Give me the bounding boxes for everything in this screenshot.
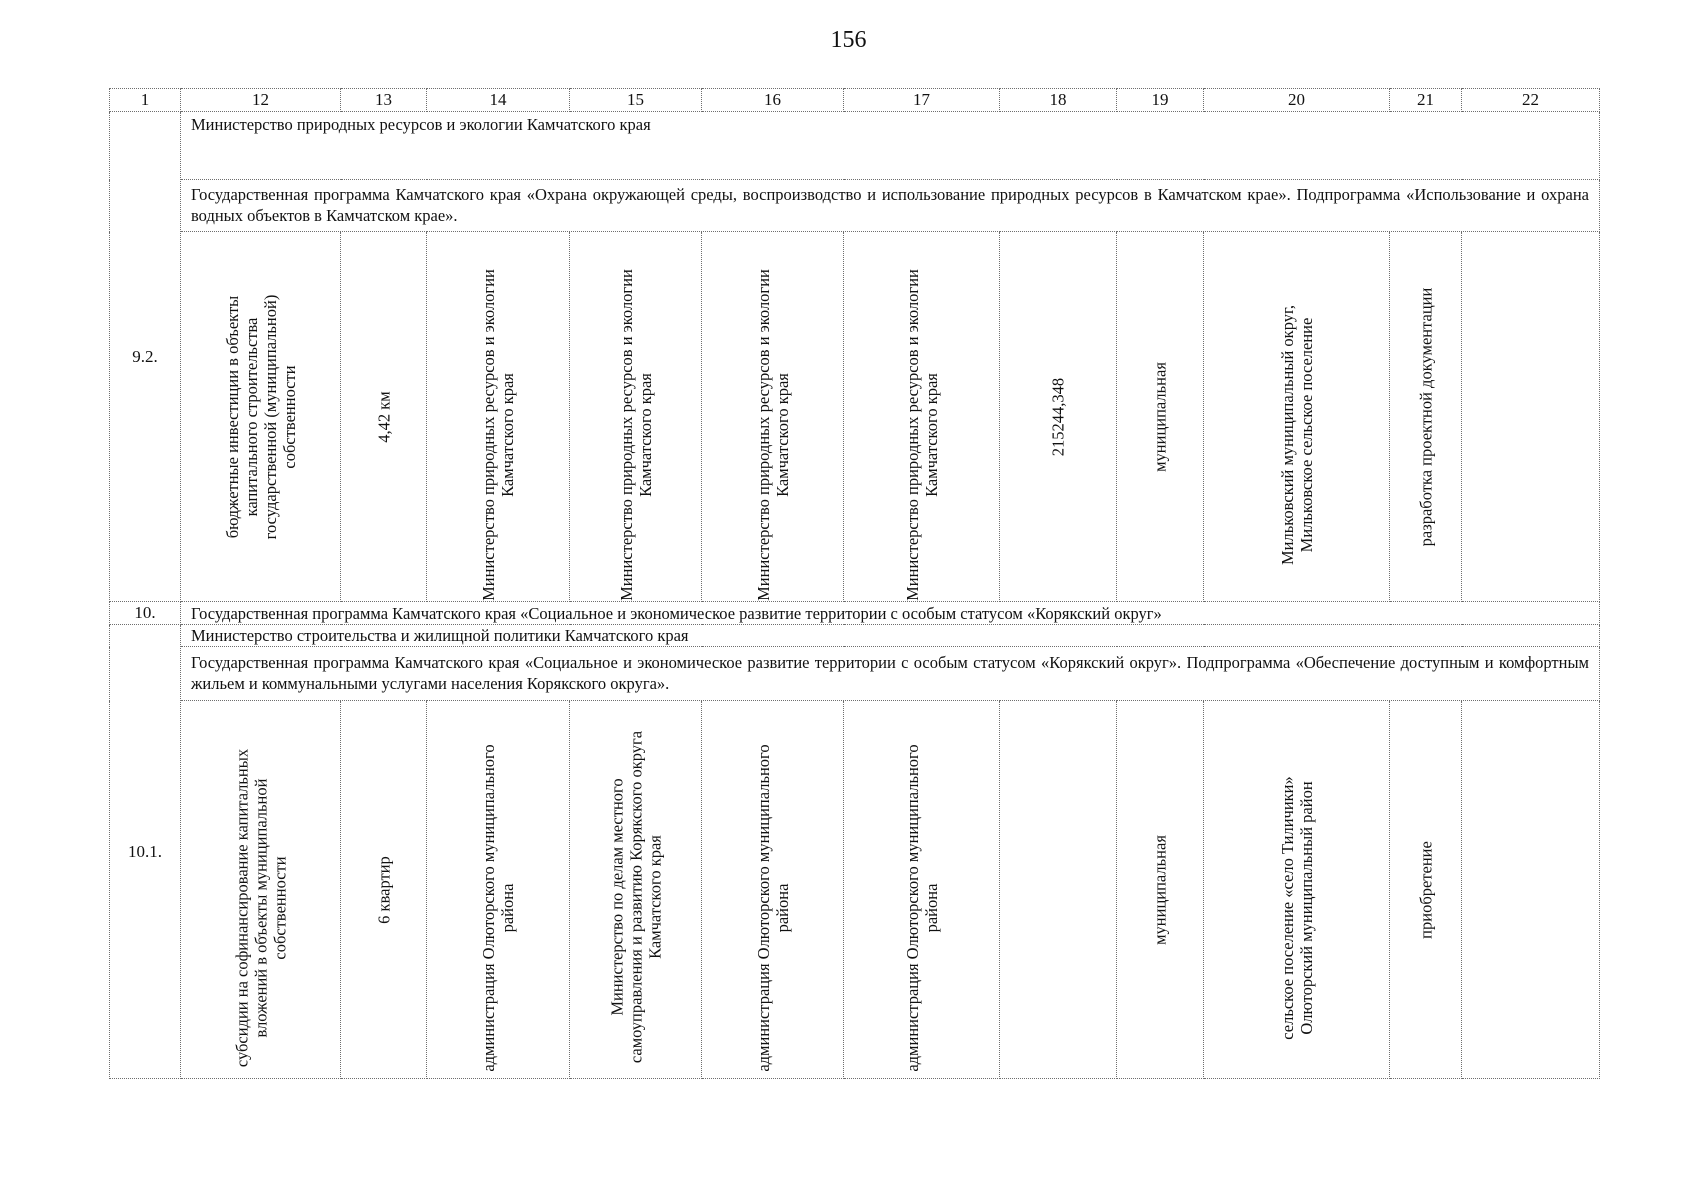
column-header: 1 bbox=[110, 89, 181, 112]
table-cell bbox=[702, 701, 844, 1079]
table-cell bbox=[341, 232, 427, 602]
column-header: 12 bbox=[181, 89, 341, 112]
table-cell bbox=[427, 701, 570, 1079]
cell-text: приобретение bbox=[1416, 840, 1435, 939]
page-number: 156 bbox=[830, 27, 867, 53]
table-cell bbox=[702, 232, 844, 602]
table-cell bbox=[181, 701, 341, 1079]
table-cell bbox=[427, 232, 570, 602]
column-header: 19 bbox=[1117, 89, 1204, 112]
cell-text: муниципальная bbox=[1150, 361, 1170, 472]
row-number: 9.2. bbox=[110, 112, 181, 602]
table-cell bbox=[1462, 701, 1600, 1079]
table-row bbox=[110, 701, 1600, 1079]
table-cell bbox=[1204, 232, 1390, 602]
table-row bbox=[110, 602, 1600, 625]
program-title: Государственная программа Камчатского края «Охрана окружающей среды, воспроизводство и использование природных ресурсов в Камчатском крае». Подпрограмма «Использование и охрана водных объектов в Камчатском крае». bbox=[181, 180, 1600, 232]
column-header: 15 bbox=[570, 89, 702, 112]
cell-text: сельское поселение «село Тиличики» Олюторский муниципальный район bbox=[1277, 776, 1316, 1041]
column-header: 21 bbox=[1390, 89, 1462, 112]
cell-text: бюджетные инвестиции в объекты капитального строительства государственной (муниципальной) собственности bbox=[222, 294, 299, 539]
table-cell bbox=[844, 232, 1000, 602]
column-header: 17 bbox=[844, 89, 1000, 112]
cell-text: Министерство природных ресурсов и экологии Камчатского края bbox=[753, 269, 792, 601]
cell-text: субсидии на софинансирование капитальных вложений в объекты муниципальной собственности bbox=[232, 749, 289, 1068]
column-header: 13 bbox=[341, 89, 427, 112]
program-title: Государственная программа Камчатского края «Социальное и экономическое развитие территории с особым статусом «Корякский округ». Подпрограмма «Обеспечение доступным и комфортным жильем и коммунальными услугами населения Корякского округа». bbox=[181, 647, 1600, 701]
table-cell bbox=[181, 232, 341, 602]
table-row bbox=[110, 647, 1600, 701]
table-cell bbox=[1462, 232, 1600, 602]
table-cell bbox=[1117, 232, 1204, 602]
cell-text: администрация Олюторского муниципального района bbox=[479, 744, 517, 1073]
ministry-title: Министерство строительства и жилищной политики Камчатского края bbox=[181, 625, 1600, 647]
row-number: 10.1. bbox=[110, 625, 181, 1079]
table-row bbox=[110, 180, 1600, 232]
cell-text: 4,42 км bbox=[374, 390, 393, 443]
table-cell bbox=[1204, 701, 1390, 1079]
cell-text: муниципальная bbox=[1150, 834, 1170, 945]
investment-table bbox=[109, 88, 1600, 1079]
table-cell bbox=[341, 701, 427, 1079]
row-number: 10. bbox=[110, 602, 181, 625]
table-row bbox=[110, 112, 1600, 180]
cell-text: администрация Олюторского муниципального района bbox=[902, 744, 941, 1073]
table-cell bbox=[1000, 701, 1117, 1079]
table-cell bbox=[570, 701, 702, 1079]
cell-text: Мильковский муниципальный округ, Мильковское сельское поселение bbox=[1277, 304, 1316, 565]
table-cell bbox=[1117, 701, 1204, 1079]
column-header: 14 bbox=[427, 89, 570, 112]
column-header: 16 bbox=[702, 89, 844, 112]
table-row bbox=[110, 625, 1600, 647]
ministry-title: Министерство природных ресурсов и экологии Камчатского края bbox=[181, 112, 1600, 180]
cell-text: 6 квартир bbox=[374, 855, 393, 924]
column-header: 22 bbox=[1462, 89, 1600, 112]
header-row bbox=[110, 89, 1600, 112]
cell-text: Министерство природных ресурсов и экологии Камчатского края bbox=[479, 269, 517, 601]
cell-text: 215244,348 bbox=[1048, 377, 1068, 456]
table-cell bbox=[844, 701, 1000, 1079]
cell-text: Министерство природных ресурсов и экологии Камчатского края bbox=[616, 269, 655, 601]
table-cell bbox=[570, 232, 702, 602]
column-header: 18 bbox=[1000, 89, 1117, 112]
program-title: Государственная программа Камчатского края «Социальное и экономическое развитие территории с особым статусом «Корякский округ» bbox=[181, 602, 1600, 625]
cell-text: Министерство по делам местного самоуправления и развитию Корякского округа Камчатского края bbox=[607, 730, 664, 1064]
cell-text: разработка проектной документации bbox=[1416, 287, 1435, 546]
column-header: 20 bbox=[1204, 89, 1390, 112]
cell-text: Министерство природных ресурсов и экологии Камчатского края bbox=[902, 269, 941, 601]
table-row bbox=[110, 232, 1600, 602]
table-cell bbox=[1390, 232, 1462, 602]
table-cell bbox=[1000, 232, 1117, 602]
table-cell bbox=[1390, 701, 1462, 1079]
cell-text: администрация Олюторского муниципального района bbox=[753, 744, 792, 1073]
